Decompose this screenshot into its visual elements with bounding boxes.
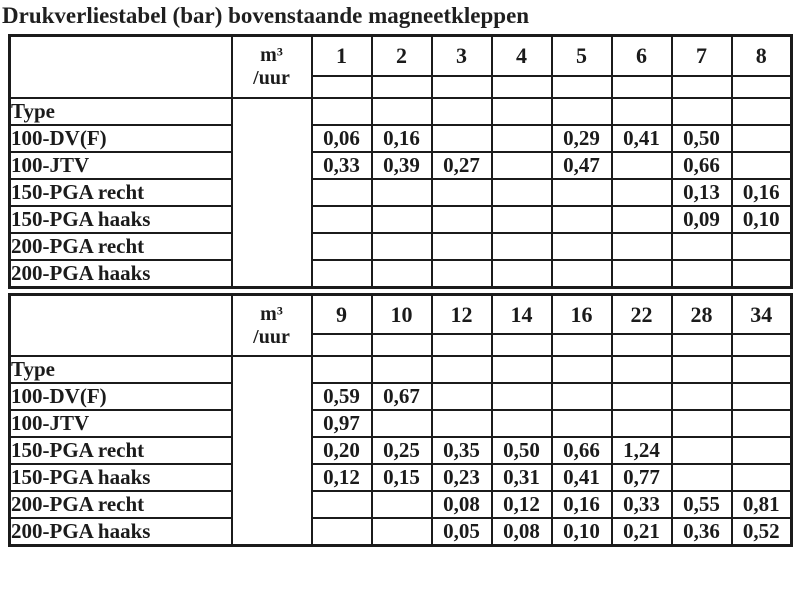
empty-value-cell — [432, 233, 492, 260]
table-row — [10, 491, 792, 518]
unit-column-body-cell — [232, 98, 312, 288]
header-spacer-cell — [612, 76, 672, 98]
flow-rate-header-cell: 6 — [612, 36, 672, 76]
header-spacer-cell — [492, 76, 552, 98]
value-cell: 0,41 — [612, 125, 672, 152]
empty-value-cell — [372, 356, 432, 383]
header-blank-cell — [10, 36, 232, 98]
empty-value-cell — [492, 98, 552, 125]
unit-bottom-label: /uur — [253, 325, 290, 348]
flow-rate-header-cell: 12 — [432, 294, 492, 334]
flow-rate-header-cell: 22 — [612, 294, 672, 334]
empty-value-cell — [612, 410, 672, 437]
header-spacer-cell — [372, 334, 432, 356]
empty-value-cell — [432, 383, 492, 410]
page-title: Drukverliestabel (bar) bovenstaande magneetkleppen — [2, 3, 530, 28]
flow-rate-header-cell: 28 — [672, 294, 732, 334]
unit-top-label: m³ — [260, 44, 283, 67]
type-header-row — [10, 356, 792, 383]
empty-value-cell — [312, 518, 372, 546]
empty-value-cell — [672, 260, 732, 288]
empty-value-cell — [672, 437, 732, 464]
type-header-row — [10, 98, 792, 125]
header-spacer-cell — [672, 76, 732, 98]
value-cell: 0,77 — [612, 464, 672, 491]
header-spacer-cell — [312, 334, 372, 356]
row-label-cell: 200-PGA haaks — [10, 260, 232, 288]
empty-value-cell — [732, 437, 792, 464]
empty-value-cell — [732, 125, 792, 152]
header-spacer-cell — [552, 334, 612, 356]
empty-value-cell — [612, 356, 672, 383]
table-row — [10, 260, 792, 288]
value-cell: 0,05 — [432, 518, 492, 546]
empty-value-cell — [672, 383, 732, 410]
table-row — [10, 437, 792, 464]
table-row — [10, 152, 792, 179]
empty-value-cell — [672, 98, 732, 125]
flow-rate-header-cell: 9 — [312, 294, 372, 334]
header-spacer-cell — [432, 334, 492, 356]
empty-value-cell — [492, 206, 552, 233]
empty-value-cell — [372, 179, 432, 206]
row-label-cell: 100-DV(F) — [10, 383, 232, 410]
value-cell: 0,29 — [552, 125, 612, 152]
empty-value-cell — [312, 356, 372, 383]
table-row — [10, 233, 792, 260]
value-cell: 0,08 — [492, 518, 552, 546]
pressure-loss-table-section-1 — [8, 34, 793, 289]
table-row — [10, 125, 792, 152]
row-label-cell: 100-DV(F) — [10, 125, 232, 152]
empty-value-cell — [492, 125, 552, 152]
header-spacer-cell — [552, 76, 612, 98]
empty-value-cell — [732, 233, 792, 260]
table-row — [10, 206, 792, 233]
empty-value-cell — [492, 233, 552, 260]
empty-value-cell — [672, 233, 732, 260]
value-cell: 0,97 — [312, 410, 372, 437]
empty-value-cell — [732, 356, 792, 383]
empty-value-cell — [672, 356, 732, 383]
value-cell: 0,66 — [552, 437, 612, 464]
empty-value-cell — [552, 179, 612, 206]
flow-rate-header-cell: 10 — [372, 294, 432, 334]
value-cell: 0,15 — [372, 464, 432, 491]
flow-rate-header-cell: 14 — [492, 294, 552, 334]
value-cell: 0,16 — [372, 125, 432, 152]
empty-value-cell — [432, 206, 492, 233]
row-label-cell: 200-PGA recht — [10, 233, 232, 260]
value-cell: 0,66 — [672, 152, 732, 179]
flow-rate-header-cell: 5 — [552, 36, 612, 76]
value-cell: 0,16 — [552, 491, 612, 518]
empty-value-cell — [672, 410, 732, 437]
empty-value-cell — [732, 383, 792, 410]
empty-value-cell — [612, 98, 672, 125]
empty-value-cell — [552, 356, 612, 383]
value-cell: 0,52 — [732, 518, 792, 546]
flow-rate-header-cell: 2 — [372, 36, 432, 76]
value-cell: 0,36 — [672, 518, 732, 546]
header-spacer-cell — [672, 334, 732, 356]
value-cell: 0,39 — [372, 152, 432, 179]
row-label-cell: 100-JTV — [10, 410, 232, 437]
empty-value-cell — [492, 383, 552, 410]
empty-value-cell — [372, 518, 432, 546]
empty-value-cell — [552, 383, 612, 410]
empty-value-cell — [312, 206, 372, 233]
value-cell: 0,27 — [432, 152, 492, 179]
value-cell: 1,24 — [612, 437, 672, 464]
flow-rate-header-cell: 1 — [312, 36, 372, 76]
empty-value-cell — [612, 152, 672, 179]
header-spacer-cell — [732, 334, 792, 356]
value-cell: 0,13 — [672, 179, 732, 206]
empty-value-cell — [312, 179, 372, 206]
empty-value-cell — [432, 98, 492, 125]
empty-value-cell — [372, 206, 432, 233]
value-cell: 0,21 — [612, 518, 672, 546]
table-row — [10, 179, 792, 206]
unit-bottom-label: /uur — [253, 67, 290, 90]
empty-value-cell — [432, 356, 492, 383]
empty-value-cell — [492, 410, 552, 437]
empty-value-cell — [492, 152, 552, 179]
empty-value-cell — [432, 410, 492, 437]
header-spacer-cell — [372, 76, 432, 98]
value-cell: 0,50 — [672, 125, 732, 152]
flow-rate-header-cell: 16 — [552, 294, 612, 334]
empty-value-cell — [312, 98, 372, 125]
row-label-cell: 150-PGA haaks — [10, 464, 232, 491]
flow-rate-header-cell: 8 — [732, 36, 792, 76]
value-cell: 0,06 — [312, 125, 372, 152]
header-spacer-cell — [432, 76, 492, 98]
empty-value-cell — [492, 260, 552, 288]
value-cell: 0,16 — [732, 179, 792, 206]
row-label-cell: 200-PGA haaks — [10, 518, 232, 546]
row-label-cell: 200-PGA recht — [10, 491, 232, 518]
header-row — [10, 36, 792, 76]
empty-value-cell — [492, 356, 552, 383]
value-cell: 0,10 — [552, 518, 612, 546]
value-cell: 0,12 — [492, 491, 552, 518]
type-header-cell: Type — [10, 356, 232, 383]
empty-value-cell — [612, 383, 672, 410]
empty-value-cell — [312, 260, 372, 288]
empty-value-cell — [372, 410, 432, 437]
empty-value-cell — [432, 125, 492, 152]
value-cell: 0,09 — [672, 206, 732, 233]
value-cell: 0,10 — [732, 206, 792, 233]
value-cell: 0,33 — [312, 152, 372, 179]
value-cell: 0,67 — [372, 383, 432, 410]
unit-header-cell — [232, 294, 312, 356]
empty-value-cell — [732, 410, 792, 437]
value-cell: 0,47 — [552, 152, 612, 179]
value-cell: 0,35 — [432, 437, 492, 464]
header-spacer-cell — [612, 334, 672, 356]
empty-value-cell — [552, 410, 612, 437]
value-cell: 0,08 — [432, 491, 492, 518]
value-cell: 0,33 — [612, 491, 672, 518]
header-spacer-cell — [732, 76, 792, 98]
empty-value-cell — [432, 179, 492, 206]
table-row — [10, 464, 792, 491]
empty-value-cell — [552, 98, 612, 125]
empty-value-cell — [552, 233, 612, 260]
value-cell: 0,31 — [492, 464, 552, 491]
empty-value-cell — [552, 260, 612, 288]
empty-value-cell — [372, 98, 432, 125]
value-cell: 0,23 — [432, 464, 492, 491]
empty-value-cell — [612, 260, 672, 288]
flow-rate-header-cell: 3 — [432, 36, 492, 76]
empty-value-cell — [372, 260, 432, 288]
empty-value-cell — [372, 233, 432, 260]
empty-value-cell — [732, 464, 792, 491]
value-cell: 0,55 — [672, 491, 732, 518]
unit-header-cell — [232, 36, 312, 98]
flow-rate-header-cell: 7 — [672, 36, 732, 76]
value-cell: 0,20 — [312, 437, 372, 464]
type-header-cell: Type — [10, 98, 232, 125]
unit-column-body-cell — [232, 356, 312, 546]
table-row — [10, 518, 792, 546]
row-label-cell: 150-PGA recht — [10, 437, 232, 464]
empty-value-cell — [732, 260, 792, 288]
row-label-cell: 150-PGA recht — [10, 179, 232, 206]
empty-value-cell — [372, 491, 432, 518]
value-cell: 0,12 — [312, 464, 372, 491]
value-cell: 0,50 — [492, 437, 552, 464]
empty-value-cell — [612, 206, 672, 233]
header-spacer-cell — [312, 76, 372, 98]
unit-top-label: m³ — [260, 302, 283, 325]
table-row — [10, 383, 792, 410]
empty-value-cell — [672, 464, 732, 491]
empty-value-cell — [732, 152, 792, 179]
empty-value-cell — [612, 179, 672, 206]
header-row — [10, 294, 792, 334]
empty-value-cell — [732, 98, 792, 125]
empty-value-cell — [552, 206, 612, 233]
header-spacer-cell — [492, 334, 552, 356]
pressure-loss-table-section-2 — [8, 293, 793, 548]
value-cell: 0,81 — [732, 491, 792, 518]
empty-value-cell — [492, 179, 552, 206]
value-cell: 0,41 — [552, 464, 612, 491]
empty-value-cell — [432, 260, 492, 288]
empty-value-cell — [612, 233, 672, 260]
table-row — [10, 410, 792, 437]
empty-value-cell — [312, 233, 372, 260]
flow-rate-header-cell: 34 — [732, 294, 792, 334]
row-label-cell: 100-JTV — [10, 152, 232, 179]
value-cell: 0,59 — [312, 383, 372, 410]
row-label-cell: 150-PGA haaks — [10, 206, 232, 233]
header-blank-cell — [10, 294, 232, 356]
value-cell: 0,25 — [372, 437, 432, 464]
flow-rate-header-cell: 4 — [492, 36, 552, 76]
empty-value-cell — [312, 491, 372, 518]
